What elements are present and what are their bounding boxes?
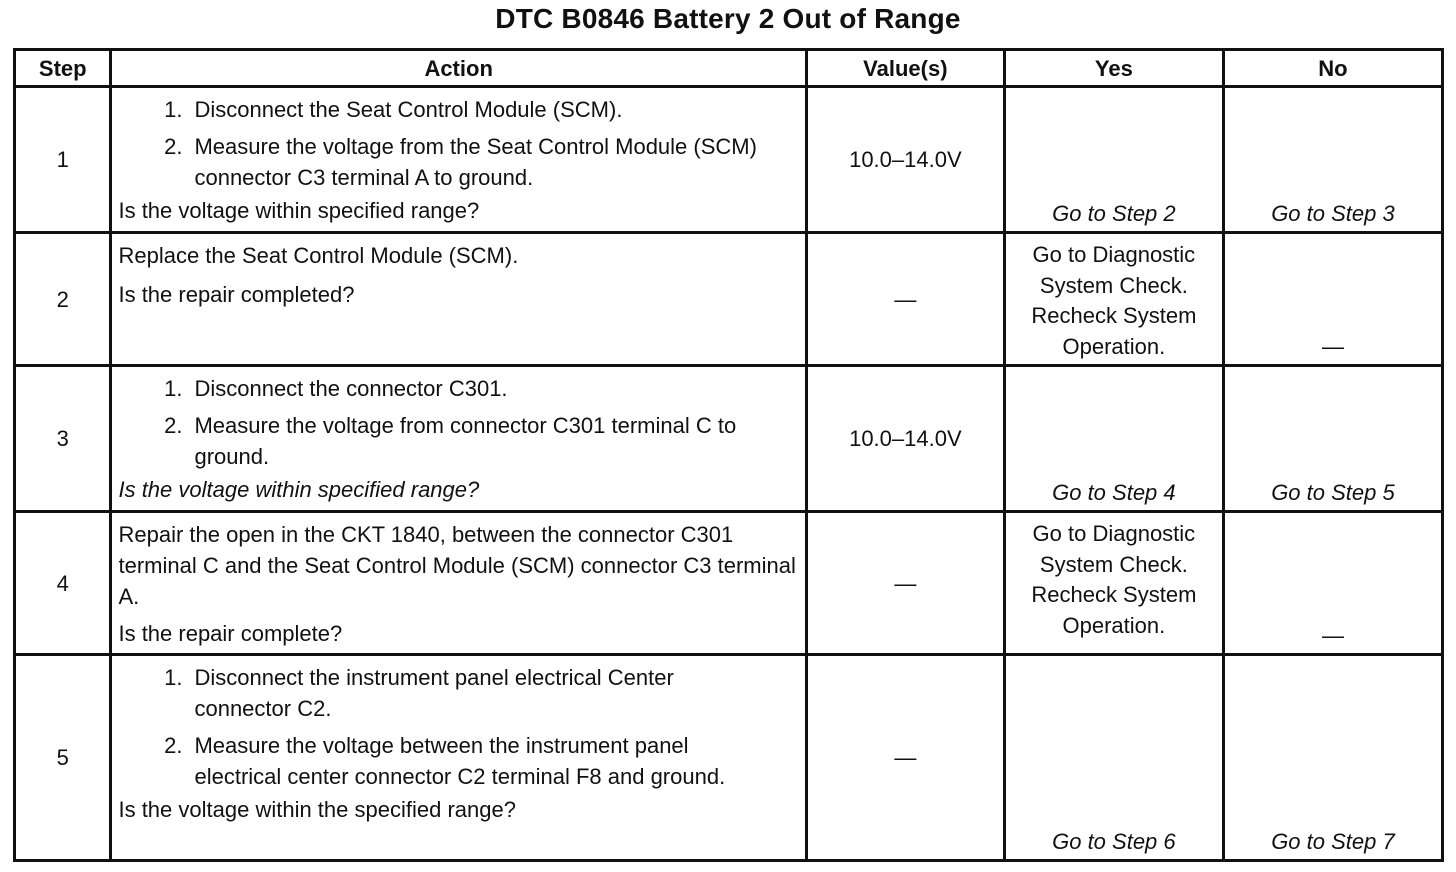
- page-title: DTC B0846 Battery 2 Out of Range: [495, 3, 961, 34]
- yes-goto-link: Go to Step 2: [1052, 201, 1176, 226]
- yes-cell: [1004, 512, 1223, 655]
- action-cell: [111, 512, 806, 655]
- yes-cell: [1004, 366, 1223, 512]
- action-step: [118, 410, 798, 472]
- no-value: —: [1321, 334, 1344, 359]
- no-goto-link: Go to Step 3: [1271, 201, 1395, 226]
- yes-goto-link: Go to Step 6: [1052, 829, 1176, 854]
- header-yes: Yes: [1004, 50, 1223, 87]
- action-steps: [118, 94, 798, 193]
- header-values: Value(s): [806, 50, 1004, 87]
- step-item-number: 2.: [164, 134, 183, 159]
- no-goto-link: Go to Step 5: [1271, 480, 1395, 505]
- step-number: 4: [15, 512, 111, 655]
- action-steps: [118, 662, 798, 792]
- table-row: [15, 512, 1443, 655]
- no-cell: [1223, 366, 1442, 512]
- yes-goto-link: Go to Step 4: [1052, 480, 1176, 505]
- action-question: Is the voltage within the specified range?: [118, 797, 516, 822]
- no-cell: [1223, 655, 1442, 861]
- yes-instruction: Go to Diagnostic System Check. Recheck System Operation.: [1031, 242, 1197, 359]
- step-number: 2: [15, 233, 111, 366]
- no-cell: [1223, 233, 1442, 366]
- action-step: [118, 662, 798, 724]
- step-item-number: 1.: [164, 376, 183, 401]
- action-step: [118, 94, 798, 125]
- action-text: Repair the open in the CKT 1840, between the connector C301 terminal C and the Seat Control Module (SCM) connector C3 terminal A.: [118, 522, 796, 609]
- yes-cell: [1004, 87, 1223, 233]
- action-step: [118, 131, 798, 193]
- table-row: [15, 366, 1443, 512]
- yes-instruction: Go to Diagnostic System Check. Recheck System Operation.: [1031, 521, 1197, 638]
- header-no: No: [1223, 50, 1442, 87]
- step-item-number: 2.: [164, 733, 183, 758]
- step-item-number: 1.: [164, 665, 183, 690]
- diagnostic-table: [13, 48, 1444, 862]
- action-question: Is the repair completed?: [118, 282, 355, 307]
- header-action: Action: [111, 50, 806, 87]
- value-cell: —: [806, 655, 1004, 861]
- action-step: [118, 373, 798, 404]
- action-text: Replace the Seat Control Module (SCM).: [118, 243, 519, 268]
- yes-cell: [1004, 233, 1223, 366]
- step-number: 1: [15, 87, 111, 233]
- table-row: [15, 655, 1443, 861]
- no-goto-link: Go to Step 7: [1271, 829, 1395, 854]
- action-step: [118, 730, 798, 792]
- no-cell: [1223, 512, 1442, 655]
- step-item-number: 1.: [164, 97, 183, 122]
- action-question: Is the voltage within specified range?: [118, 198, 480, 223]
- action-cell: [111, 87, 806, 233]
- header-row: [15, 50, 1443, 87]
- value-cell: 10.0–14.0V: [806, 366, 1004, 512]
- action-question: Is the voltage within specified range?: [118, 477, 480, 502]
- action-steps: [118, 373, 798, 472]
- step-item-text: Measure the voltage from connector C301 terminal C to ground.: [194, 413, 737, 469]
- header-step: Step: [15, 50, 111, 87]
- step-item-text: Disconnect the connector C301.: [194, 376, 508, 401]
- value-cell: —: [806, 512, 1004, 655]
- table-row: [15, 233, 1443, 366]
- action-cell: [111, 366, 806, 512]
- step-item-text: Disconnect the Seat Control Module (SCM).: [194, 97, 623, 122]
- step-item-text: Measure the voltage between the instrument panel electrical center connector C2 terminal F8 and ground.: [194, 733, 726, 789]
- value-cell: 10.0–14.0V: [806, 87, 1004, 233]
- table-row: [15, 87, 1443, 233]
- step-item-number: 2.: [164, 413, 183, 438]
- no-cell: [1223, 87, 1442, 233]
- action-cell: [111, 233, 806, 366]
- yes-cell: [1004, 655, 1223, 861]
- action-cell: [111, 655, 806, 861]
- step-number: 3: [15, 366, 111, 512]
- step-item-text: Disconnect the instrument panel electrical Center connector C2.: [194, 665, 674, 721]
- value-cell: —: [806, 233, 1004, 366]
- no-value: —: [1321, 623, 1344, 648]
- action-question: Is the repair complete?: [118, 621, 343, 646]
- step-number: 5: [15, 655, 111, 861]
- step-item-text: Measure the voltage from the Seat Control Module (SCM) connector C3 terminal A to ground.: [194, 134, 757, 190]
